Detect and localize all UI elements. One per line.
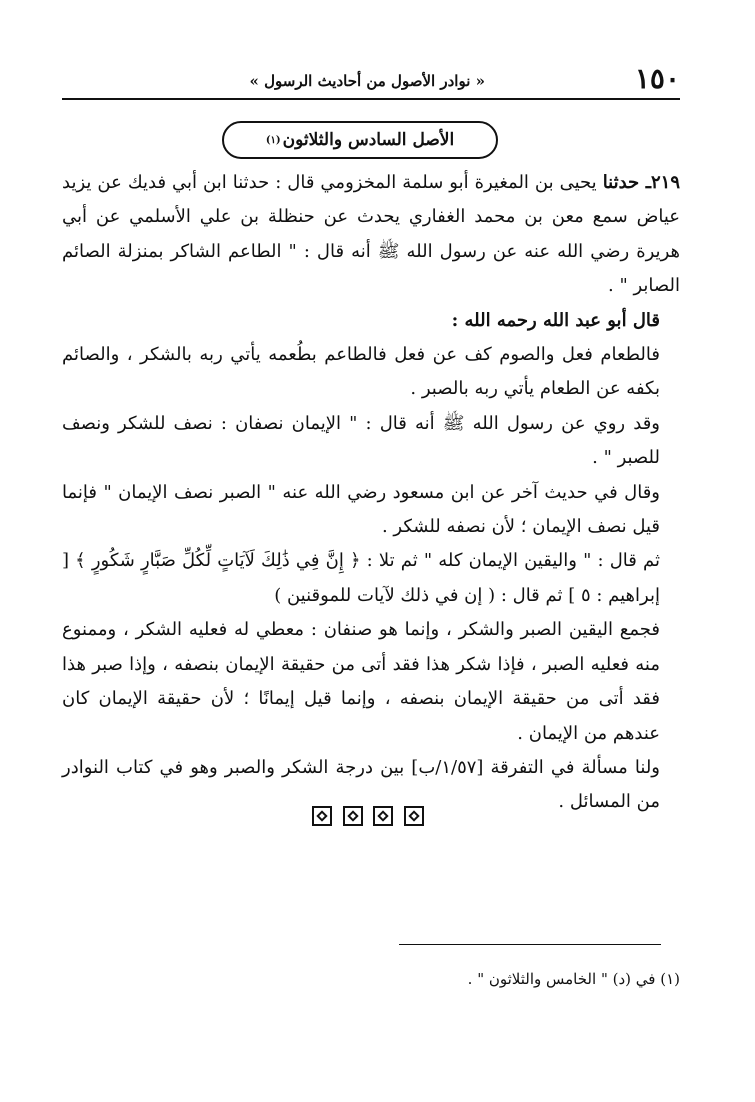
ornament-icon (404, 806, 424, 826)
commentary-paragraph: ثم قال : " واليقين الإيمان كله " ثم تلا : ﴿ إِنَّ فِي ذَٰلِكَ لَآيَاتٍ لِّكُلِّ صَبَّارٍ شَكُورٍ ﴾ [ إبراهيم : ٥ ] ثم قال : ( إن في ذلك لآيات للموقنين ) (62, 550, 660, 606)
section-end-ornaments (312, 806, 424, 830)
footnote (62, 966, 680, 992)
chapter-title-box (222, 121, 498, 159)
page-number: ١٥٠ (634, 62, 680, 95)
commentary-paragraph: فالطعام فعل والصوم كف عن فعل فالطاعم بطُعمه يأتي ربه بالشكر ، والصائم بكفه عن الطعام يأتي ربه بالصبر . (62, 344, 660, 400)
ornament-icon (312, 806, 332, 826)
chapter-footnote-ref: (١) (265, 134, 281, 146)
hadith-number-lead: ٢١٩ـ حدثنا (602, 172, 681, 193)
running-title: « نوادر الأصول من أحاديث الرسول » (249, 72, 485, 90)
commentary-paragraph: فجمع اليقين الصبر والشكر ، وإنما هو صنفان : معطي له فعليه الشكر ، وممنوع منه فعليه الصبر ، فإذا شكر هذا فقد أتى من حقيقة الإيمان بنصفه ، وإذا صبر هذا فقد أتى من حقيقة الإيمان بنصفه ، وإنما قيل إيمانًا ؛ لأن حقيقة الإيمان كان عندهم من الإيمان . (62, 619, 660, 744)
commentary-paragraph: ولنا مسألة في التفرقة [١/٥٧/ب] بين درجة الشكر والصبر وهو في كتاب النوادر من المسائل . (62, 756, 661, 813)
commentary-paragraph: وقال في حديث آخر عن ابن مسعود رضي الله عنه " الصبر نصف الإيمان " فإنما قيل نصف الإيمان ؛ لأن نصفه للشكر . (62, 481, 660, 538)
ornament-icon (343, 806, 363, 826)
footnote-number: (١) (660, 970, 680, 988)
page-header (62, 58, 680, 100)
footnote-divider (399, 944, 661, 945)
commentary-paragraph: وقد روي عن رسول الله ﷺ أنه قال : " الإيمان نصفان : نصف للشكر ونصف للصبر " . (62, 412, 660, 469)
hadith-paragraph (62, 166, 680, 304)
author-heading: قال أبو عبد الله رحمه الله : (451, 309, 660, 331)
chapter-title: الأصل السادس والثلاثون (282, 130, 455, 150)
main-text (62, 166, 680, 820)
hadith-text: يحيى بن المغيرة أبو سلمة المخزومي قال : حدثنا ابن أبي فديك عن يزيد عياض سمع معن بن محمد الغفاري يحدث عن حنظلة بن علي الأسلمي عن أبي هريرة رضي الله عنه عن رسول الله ﷺ أنه قال : " الطاعم الشاكر بمنزلة الصائم الصابر " . (62, 172, 680, 297)
footnote-text: في (د) " الخامس والثلاثون " . (467, 970, 656, 988)
ornament-icon (373, 806, 393, 826)
